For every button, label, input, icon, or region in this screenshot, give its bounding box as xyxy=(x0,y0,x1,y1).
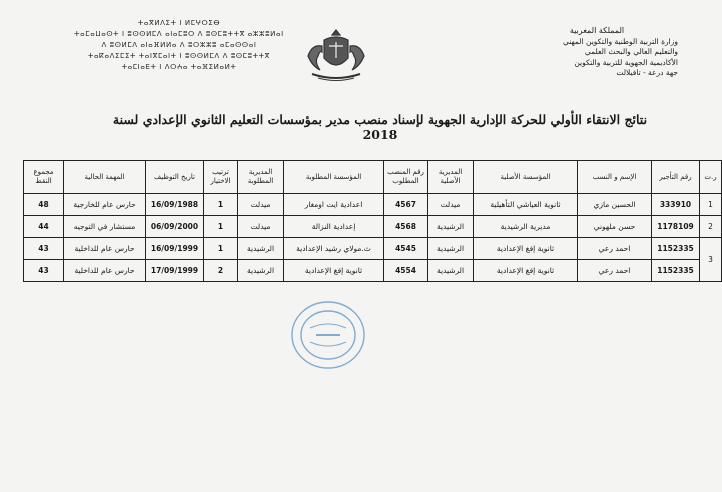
cell-origin-directorate: الرشيدية xyxy=(428,216,474,238)
cell-requested-institution: اعدادية ايت اومغار xyxy=(284,194,384,216)
header-registration: رقم التأجير xyxy=(652,161,700,194)
cell-requested-directorate: ميدلت xyxy=(238,194,284,216)
cell-post-number: 4545 xyxy=(384,238,428,260)
header-tifinagh-line-3: ⴷ ⵓⵙⵍⵎⴷ ⴰⵏⴰⴼⵍⵍⴰ ⴷ ⵓⵔⵣⵣⵓ ⴰⵎⴰⵙⵙⴰⵏ xyxy=(101,41,257,49)
header-line-kingdom: المملكة المغربية xyxy=(569,26,625,35)
header-line-higher-education: والتعليم العالي والبحث العلمي xyxy=(584,47,678,56)
cell-name: حسن ملهوني xyxy=(578,216,652,238)
cell-origin-directorate: الرشيدية xyxy=(428,238,474,260)
cell-choice-order: 1 xyxy=(204,238,238,260)
header-tifinagh-line-1: ⵜⴰⴳⵍⴷⵉⵜ ⵏ ⵍⵎⵖⵔⵉⴱ xyxy=(137,19,221,27)
cell-requested-directorate: الرشيدية xyxy=(238,260,284,282)
cell-current-role: مستشار في التوجيه xyxy=(64,216,146,238)
cell-current-role: حارس عام للخارجية xyxy=(64,194,146,216)
cell-origin-institution: ثانوية إفغ الإعدادية xyxy=(474,238,578,260)
table-row xyxy=(24,194,722,216)
cell-total-points: 48 xyxy=(24,194,64,216)
cell-rank: 3 xyxy=(700,238,722,282)
cell-hire-date: 16/09/1988 xyxy=(146,194,204,216)
header-total-points: مجموع النقط xyxy=(24,161,64,194)
header-tifinagh-line-5: ⵜⴰⵎⵏⴰⴹⵜ ⵏ ⴷⵔⵄⴰ ⵜⴰⴼⵉⵍⴰⵍⵜ xyxy=(121,63,237,71)
header-name: الإسم و النسب xyxy=(578,161,652,194)
cell-registration: 1152335 xyxy=(652,238,700,260)
cell-name: الحسين مازي xyxy=(578,194,652,216)
cell-requested-institution: إعدادية النزالة xyxy=(284,216,384,238)
table-row xyxy=(24,238,722,260)
cell-post-number: 4554 xyxy=(384,260,428,282)
cell-origin-directorate: ميدلت xyxy=(428,194,474,216)
cell-registration: 333910 xyxy=(652,194,700,216)
cell-origin-directorate: الرشيدية xyxy=(428,260,474,282)
header-post-number: رقم المنصب المطلوب xyxy=(384,161,428,194)
header-origin-institution: المؤسسة الأصلية xyxy=(474,161,578,194)
cell-rank: 1 xyxy=(700,194,722,216)
cell-hire-date: 16/09/1999 xyxy=(146,238,204,260)
cell-current-role: حارس عام للداخلية xyxy=(64,238,146,260)
cell-requested-institution: ث.مولاي رشيد الإعدادية xyxy=(284,238,384,260)
cell-total-points: 43 xyxy=(24,238,64,260)
table-header-row xyxy=(24,161,722,194)
ministry-header-tifinagh xyxy=(34,18,324,73)
cell-hire-date: 17/09/1999 xyxy=(146,260,204,282)
cell-name: احمد رعي xyxy=(578,260,652,282)
cell-registration: 1178109 xyxy=(652,216,700,238)
cell-rank: 2 xyxy=(700,216,722,238)
cell-total-points: 43 xyxy=(24,260,64,282)
header-rank: ر.ت xyxy=(700,161,722,194)
table-row xyxy=(24,216,722,238)
cell-post-number: 4567 xyxy=(384,194,428,216)
cell-post-number: 4568 xyxy=(384,216,428,238)
header-tifinagh-line-4: ⵜⴰⴽⴰⴷⵉⵎⵉⵜ ⵜⴰⵏⴳⵎⴰⵏⵜ ⵏ ⵓⵙⵙⵍⵎⴷ ⴷ ⵓⵙⵎⵓⵜⵜⴳ xyxy=(88,52,270,60)
results-table xyxy=(23,160,722,282)
header-current-role: المهمة الحالية xyxy=(64,161,146,194)
table-row xyxy=(24,260,722,282)
header-requested-directorate: المديرية المطلوبة xyxy=(238,161,284,194)
cell-requested-directorate: الرشيدية xyxy=(238,238,284,260)
cell-total-points: 44 xyxy=(24,216,64,238)
header-origin-directorate: المديرية الأصلية xyxy=(428,161,474,194)
header-line-academy: الأكاديمية الجهوية للتربية والتكوين xyxy=(574,57,678,67)
cell-origin-institution: ثانوية العياشي التأهيلية xyxy=(474,194,578,216)
cell-choice-order: 2 xyxy=(204,260,238,282)
header-requested-institution: المؤسسة المطلوبة xyxy=(284,161,384,194)
header-line-ministry: وزارة التربية الوطنية والتكوين المهني xyxy=(562,36,678,46)
header-tifinagh-line-2: ⵜⴰⵎⴰⵡⴰⵙⵜ ⵏ ⵓⵙⵙⵍⵎⴷ ⴰⵏⴰⵎⵓⵔ ⴷ ⵓⵙⵎⵓⵜⵜⴳ ⴰⵣⵣⵓⵍⴰⵏ xyxy=(74,30,284,38)
cell-registration: 1152335 xyxy=(652,260,700,282)
cell-origin-institution: مديرية الرشيدية xyxy=(474,216,578,238)
cell-hire-date: 06/09/2000 xyxy=(146,216,204,238)
official-stamp-icon xyxy=(288,298,368,372)
document-title: نتائج الانتقاء الأولي للحركة الإدارية الجهوية لإسناد منصب مدير بمؤسسات التعليم الثانوي الإعدادي لسنة 2018 xyxy=(112,112,648,142)
header-hire-date: تاريخ التوظيف xyxy=(146,161,204,194)
cell-name: احمد رعي xyxy=(578,238,652,260)
header-choice-order: ترتيب الاختيار xyxy=(204,161,238,194)
cell-current-role: حارس عام للداخلية xyxy=(64,260,146,282)
cell-choice-order: 1 xyxy=(204,216,238,238)
cell-requested-directorate: ميدلت xyxy=(238,216,284,238)
cell-requested-institution: ثانوية إفغ الإعدادية xyxy=(284,260,384,282)
header-line-region: جهة درعة - تافيلالت xyxy=(616,68,678,77)
cell-choice-order: 1 xyxy=(204,194,238,216)
cell-origin-institution: ثانوية إفغ الإعدادية xyxy=(474,260,578,282)
ministry-header-arabic xyxy=(446,26,678,79)
